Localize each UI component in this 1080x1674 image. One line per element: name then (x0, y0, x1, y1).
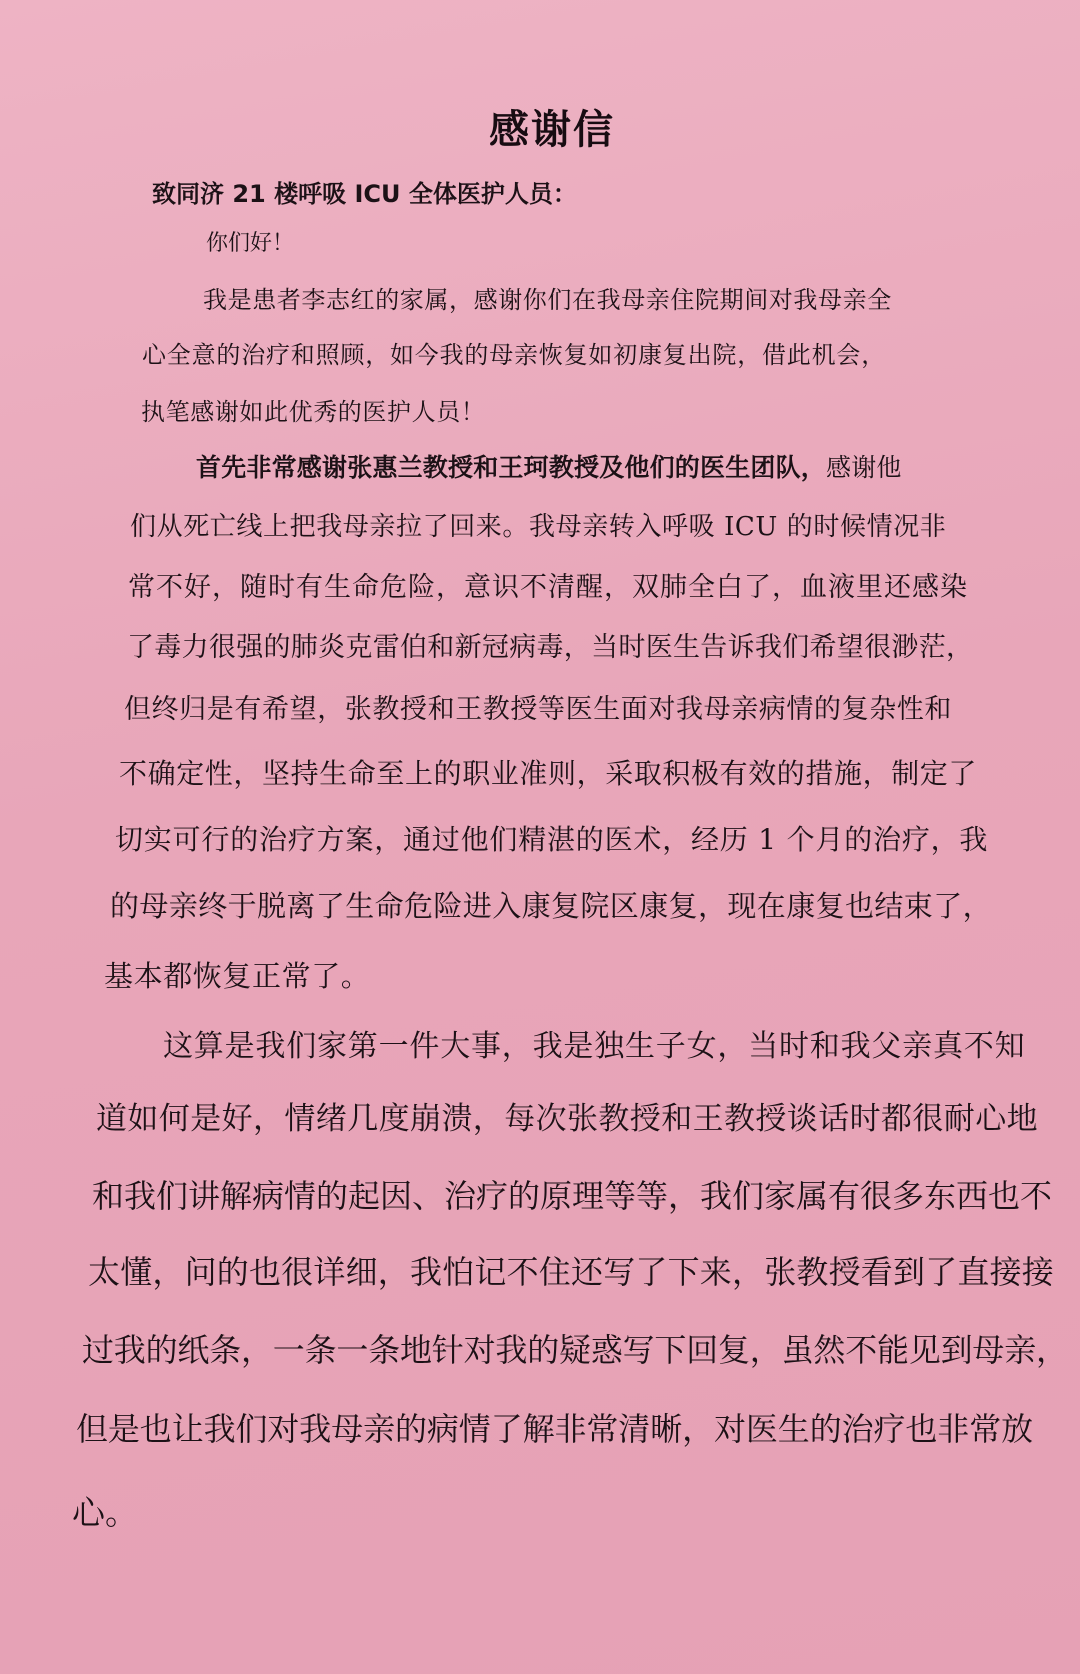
paragraph-line (196, 455, 902, 480)
paragraph-line: 常不好，随时有生命危险，意识不清醒，双肺全白了，血液里还感染 (128, 572, 968, 603)
paragraph-line: 的母亲终于脱离了生命危险进入康复院区康复，现在康复也结束了， (110, 889, 993, 923)
letter-salutation: 致同济 21 楼呼吸 ICU 全体医护人员： (152, 180, 577, 208)
paragraph-line: 切实可行的治疗方案，通过他们精湛的医术，经历 1 个月的治疗，我 (115, 823, 989, 856)
paragraph-line: 了毒力很强的肺炎克雷伯和新冠病毒，当时医生告诉我们希望很渺茫， (127, 632, 974, 663)
paragraph-line: 道如何是好，情绪几度崩溃，每次张教授和王教授谈话时都很耐心地 (96, 1101, 1038, 1137)
letter-greeting: 你们好！ (206, 231, 295, 256)
highlighted-thanks: 首先非常感谢张惠兰教授和王珂教授及他们的医生团队， (196, 453, 827, 482)
letter-title: 感谢信 (489, 107, 615, 153)
paragraph-line-rest: 感谢他 (826, 453, 902, 482)
paragraph-line: 但是也让我们对我母亲的病情了解非常清晰，对医生的治疗也非常放 (76, 1410, 1034, 1448)
paragraph-line: 过我的纸条，一条一条地针对我的疑惑写下回复，虽然不能见到母亲， (82, 1331, 1068, 1369)
paragraph-line: 不确定性，坚持生命至上的职业准则，采取积极有效的措施，制定了 (119, 757, 978, 790)
paragraph-line: 基本都恢复正常了。 (104, 959, 371, 993)
paragraph-line: 我是患者李志红的家属，感谢你们在我母亲住院期间对我母亲全 (203, 286, 892, 314)
paragraph-line: 心全意的治疗和照顾，如今我的母亲恢复如初康复出院，借此机会， (142, 341, 886, 369)
paragraph-line: 和我们讲解病情的起因、治疗的原理等等，我们家属有很多东西也不 (92, 1177, 1053, 1215)
paragraph-line: 太懂，问的也很详细，我怕记不住还写了下来，张教授看到了直接接 (88, 1253, 1055, 1291)
paragraph-line: 们从死亡线上把我母亲拉了回来。我母亲转入呼吸 ICU 的时候情况非 (130, 512, 947, 542)
paragraph-line: 心。 (72, 1493, 138, 1532)
paragraph-line: 这算是我们家第一件大事，我是独生子女，当时和我父亲真不知 (163, 1029, 1026, 1064)
paragraph-line: 但终归是有希望，张教授和王教授等医生面对我母亲病情的复杂性和 (124, 694, 952, 725)
paragraph-line: 执笔感谢如此优秀的医护人员！ (141, 398, 486, 426)
